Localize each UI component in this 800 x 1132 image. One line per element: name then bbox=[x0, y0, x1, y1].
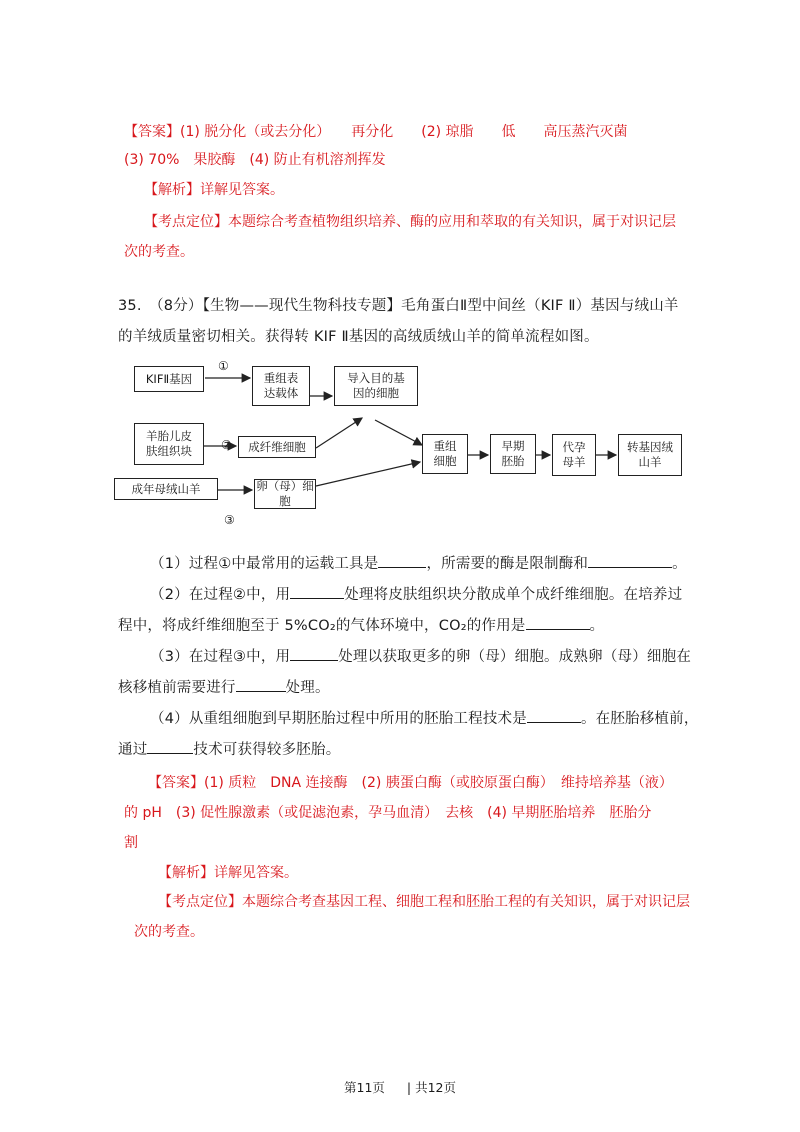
arrow-oocyte-to-recomb bbox=[316, 462, 420, 486]
answer-35-line3: 割 bbox=[124, 835, 138, 851]
q35-2-blank1[interactable] bbox=[290, 584, 344, 599]
node-early-embryo: 早期胚胎 bbox=[490, 434, 536, 474]
q35-2-line2 bbox=[118, 615, 604, 636]
q35-4-line1 bbox=[150, 708, 699, 729]
q35-3-line1 bbox=[150, 646, 691, 667]
q35-1-b: ，所需要的酶是限制酶和 bbox=[426, 556, 589, 572]
q35-4-d: 技术可获得较多胚胎。 bbox=[193, 742, 341, 758]
question-35-intro-line2: 的羊绒质量密切相关。获得转 KIF Ⅱ基因的高绒质绒山羊的简单流程如图。 bbox=[118, 329, 599, 345]
q35-1-blank1[interactable] bbox=[378, 553, 426, 568]
q35-1-blank2[interactable] bbox=[588, 553, 672, 568]
step-2-label: ② bbox=[221, 438, 232, 452]
location-34-line1: 【考点定位】本题综合考查植物组织培养、酶的应用和萃取的有关知识，属于对识记层 bbox=[144, 214, 676, 230]
q35-1 bbox=[150, 553, 687, 574]
q35-3-a: （3）在过程③中，用 bbox=[150, 649, 291, 665]
arrow-target-to-recomb bbox=[375, 420, 422, 445]
q35-3-c: 核移植前需要进行 bbox=[118, 680, 236, 696]
node-adult-goat: 成年母绒山羊 bbox=[114, 478, 218, 500]
answer-35-line2: 的 pH (3) 促性腺激素（或促滤泡素，孕马血清） 去核 (4) 早期胚胎培养 胚胎分 bbox=[124, 805, 652, 821]
q35-3-line2 bbox=[118, 677, 330, 698]
q35-2-c: 程中，将成纤维细胞至于 5%CO₂的气体环境中，CO₂的作用是 bbox=[118, 618, 526, 634]
step-1-label: ① bbox=[218, 359, 229, 373]
q35-4-c: 通过 bbox=[118, 742, 148, 758]
q35-3-blank1[interactable] bbox=[290, 646, 338, 661]
q35-2-blank2[interactable] bbox=[526, 615, 590, 630]
answer-34-line2: (3) 70% 果胶酶 (4) 防止有机溶剂挥发 bbox=[124, 152, 386, 168]
node-fibroblast: 成纤维细胞 bbox=[238, 436, 316, 458]
q35-4-a: （4）从重组细胞到早期胚胎过程中所用的胚胎工程技术是 bbox=[150, 711, 527, 727]
q35-2-d: 。 bbox=[589, 618, 605, 634]
page-total: 共12页 bbox=[415, 1080, 456, 1095]
location-34-line2: 次的考查。 bbox=[124, 244, 194, 260]
analysis-35: 【解析】详解见答案。 bbox=[158, 865, 298, 881]
q35-3-b: 处理以获取更多的卵（母）细胞。成熟卵（母）细胞在 bbox=[338, 649, 692, 665]
q35-4-line2 bbox=[118, 739, 340, 760]
node-recomb-cell: 重组细胞 bbox=[422, 434, 468, 474]
analysis-34: 【解析】详解见答案。 bbox=[144, 182, 284, 198]
page-separator: | bbox=[406, 1080, 412, 1095]
answer-35-line1: 【答案】(1) 质粒 DNA 连接酶 (2) 胰蛋白酶（或胶原蛋白酶） 维持培养基（液） bbox=[148, 775, 673, 791]
location-35-line1: 【考点定位】本题综合考查基因工程、细胞工程和胚胎工程的有关知识，属于对识记层 bbox=[158, 894, 690, 910]
q35-4-blank1[interactable] bbox=[527, 708, 581, 723]
q35-2-b: 处理将皮肤组织块分散成单个成纤维细胞。在培养过 bbox=[344, 587, 683, 603]
q35-4-b: 。在胚胎移植前， bbox=[580, 711, 699, 727]
q35-3-d: 处理。 bbox=[285, 680, 330, 696]
question-35-intro-line1: 35. （8分）【生物——现代生物科技专题】毛角蛋白Ⅱ型中间丝（KIF Ⅱ）基因与绒山羊 bbox=[118, 298, 679, 314]
node-kif-gene: KIFⅡ基因 bbox=[134, 366, 204, 392]
node-target-cell: 导入目的基因的细胞 bbox=[334, 366, 418, 406]
node-transgenic-goat: 转基因绒山羊 bbox=[618, 434, 682, 476]
q35-3-blank2[interactable] bbox=[236, 677, 286, 692]
node-recomb-vector: 重组表达载体 bbox=[252, 366, 310, 406]
arrow-fibro-up bbox=[316, 418, 362, 448]
q35-1-a: （1）过程①中最常用的运载工具是 bbox=[150, 556, 379, 572]
q35-2-line1 bbox=[150, 584, 682, 605]
node-skin-block: 羊胎儿皮肤组织块 bbox=[134, 423, 204, 465]
answer-34-line1: 【答案】(1) 脱分化（或去分化） 再分化 (2) 琼脂 低 高压蒸汽灭菌 bbox=[124, 124, 628, 140]
page-number: 第11页 bbox=[344, 1080, 385, 1095]
step-3-label: ③ bbox=[224, 513, 235, 527]
q35-1-c: 。 bbox=[672, 556, 687, 572]
q35-4-blank2[interactable] bbox=[147, 739, 193, 754]
node-oocyte: 卵（母）细胞 bbox=[254, 479, 316, 509]
page-footer bbox=[0, 1078, 800, 1096]
location-35-line2: 次的考查。 bbox=[134, 924, 204, 940]
node-surrogate: 代孕母羊 bbox=[552, 434, 596, 476]
q35-2-a: （2）在过程②中，用 bbox=[150, 587, 291, 603]
